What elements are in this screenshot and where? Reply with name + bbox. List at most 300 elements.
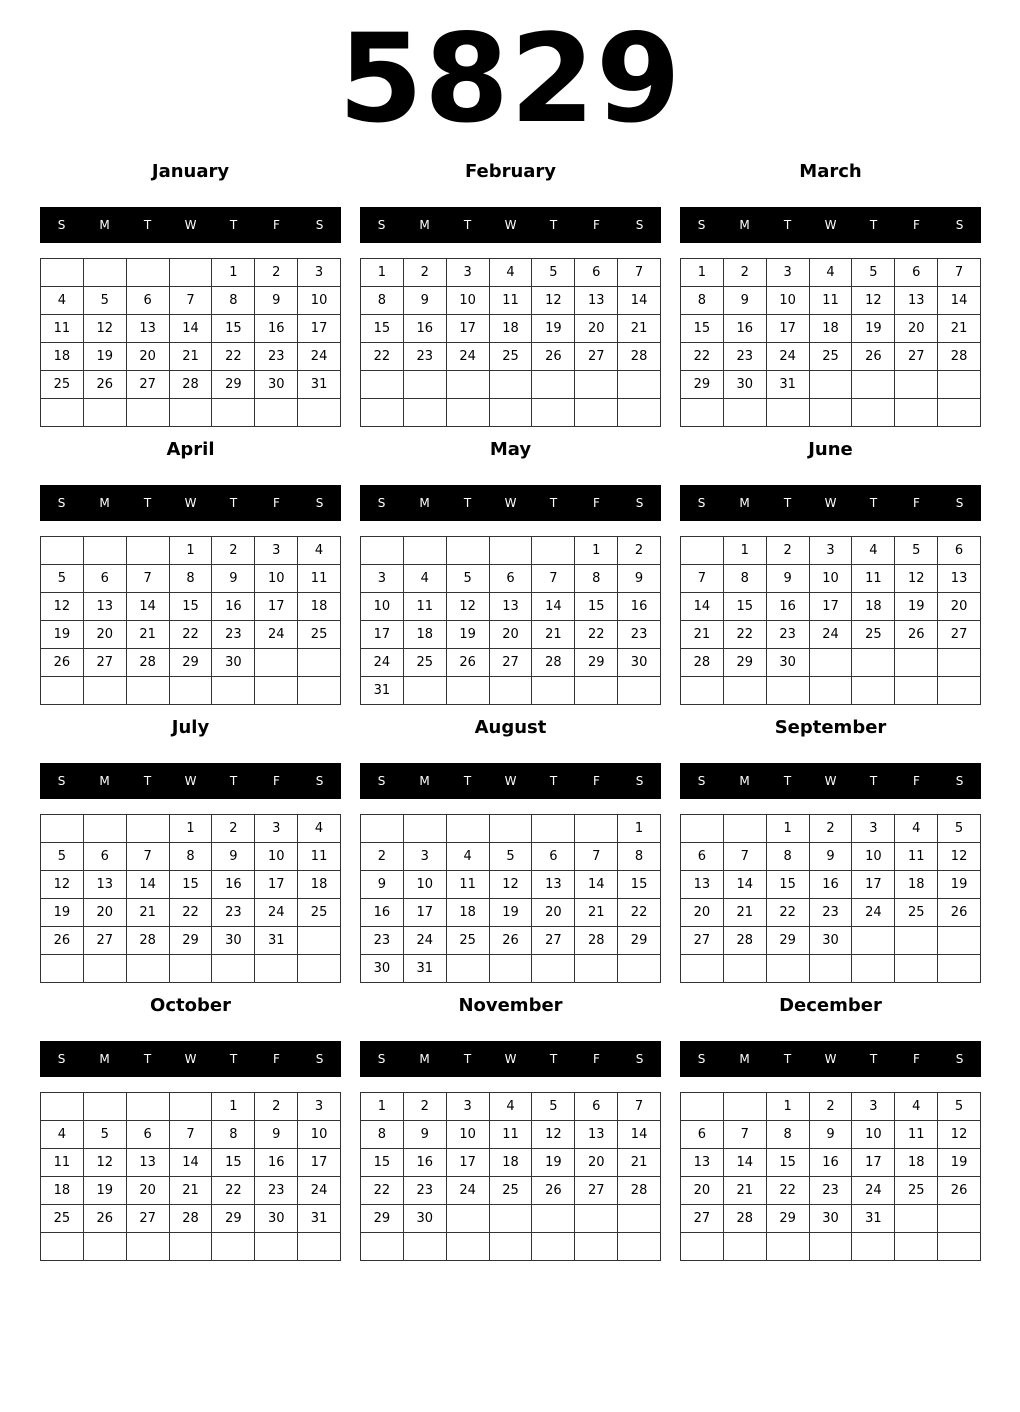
month-name: August bbox=[474, 717, 547, 738]
weekday-label: T bbox=[229, 496, 238, 510]
weekday-label: M bbox=[99, 496, 110, 510]
day-cell: 31 bbox=[361, 677, 404, 705]
day-cell: 18 bbox=[490, 315, 533, 343]
weekday-label: S bbox=[57, 774, 66, 788]
empty-day-cell bbox=[255, 677, 298, 705]
day-cell: 25 bbox=[41, 1205, 84, 1233]
day-cell: 20 bbox=[127, 343, 170, 371]
weekday-label: F bbox=[913, 496, 920, 510]
empty-day-cell bbox=[938, 371, 981, 399]
weekday-label: T bbox=[229, 1052, 238, 1066]
empty-day-cell bbox=[618, 955, 661, 983]
day-cell: 14 bbox=[532, 593, 575, 621]
empty-day-cell bbox=[170, 1093, 213, 1121]
weekday-label: S bbox=[315, 218, 324, 232]
weekday-label: M bbox=[419, 218, 430, 232]
day-cell: 28 bbox=[127, 927, 170, 955]
day-cell: 8 bbox=[361, 1121, 404, 1149]
day-cell: 1 bbox=[575, 537, 618, 565]
day-cell: 19 bbox=[852, 315, 895, 343]
empty-day-cell bbox=[575, 1233, 618, 1261]
day-cell: 31 bbox=[852, 1205, 895, 1233]
weekday-header bbox=[360, 1041, 661, 1077]
day-cell: 12 bbox=[490, 871, 533, 899]
empty-day-cell bbox=[127, 537, 170, 565]
day-cell: 21 bbox=[938, 315, 981, 343]
empty-day-cell bbox=[447, 1205, 490, 1233]
day-cell: 7 bbox=[618, 1093, 661, 1121]
day-cell: 24 bbox=[447, 1177, 490, 1205]
weekday-label: F bbox=[273, 496, 280, 510]
day-cell: 15 bbox=[361, 1149, 404, 1177]
day-cell: 2 bbox=[767, 537, 810, 565]
day-cell: 16 bbox=[212, 593, 255, 621]
weekday-label: W bbox=[824, 774, 837, 788]
day-cell: 4 bbox=[490, 1093, 533, 1121]
day-cell: 4 bbox=[490, 259, 533, 287]
day-cell: 3 bbox=[404, 843, 447, 871]
weekday-label: F bbox=[913, 218, 920, 232]
empty-day-cell bbox=[447, 1233, 490, 1261]
day-cell: 15 bbox=[170, 871, 213, 899]
empty-day-cell bbox=[575, 371, 618, 399]
day-cell: 21 bbox=[618, 315, 661, 343]
weekday-label: T bbox=[549, 496, 558, 510]
day-cell: 16 bbox=[255, 315, 298, 343]
empty-day-cell bbox=[447, 677, 490, 705]
weekday-label: T bbox=[229, 774, 238, 788]
day-cell: 17 bbox=[255, 593, 298, 621]
day-cell: 20 bbox=[681, 1177, 724, 1205]
day-cell: 4 bbox=[298, 815, 341, 843]
empty-day-cell bbox=[852, 677, 895, 705]
empty-day-cell bbox=[255, 1233, 298, 1261]
month-name: October bbox=[150, 995, 231, 1016]
weekday-label: T bbox=[143, 1052, 152, 1066]
empty-day-cell bbox=[681, 1233, 724, 1261]
day-cell: 23 bbox=[255, 1177, 298, 1205]
day-cell: 18 bbox=[490, 1149, 533, 1177]
day-cell: 11 bbox=[41, 1149, 84, 1177]
day-cell: 10 bbox=[255, 843, 298, 871]
day-cell: 23 bbox=[212, 899, 255, 927]
weekday-header bbox=[360, 763, 661, 799]
day-grid bbox=[360, 814, 661, 983]
weekday-label: W bbox=[824, 1052, 837, 1066]
day-grid bbox=[40, 258, 341, 427]
empty-day-cell bbox=[84, 399, 127, 427]
weekday-label: S bbox=[57, 496, 66, 510]
day-cell: 14 bbox=[127, 593, 170, 621]
day-cell: 29 bbox=[724, 649, 767, 677]
empty-day-cell bbox=[618, 1233, 661, 1261]
day-cell: 12 bbox=[84, 315, 127, 343]
day-cell: 22 bbox=[618, 899, 661, 927]
weekday-label: T bbox=[143, 496, 152, 510]
day-cell: 3 bbox=[255, 537, 298, 565]
day-cell: 18 bbox=[41, 343, 84, 371]
day-cell: 15 bbox=[767, 1149, 810, 1177]
empty-day-cell bbox=[895, 371, 938, 399]
day-grid bbox=[680, 814, 981, 983]
empty-day-cell bbox=[255, 955, 298, 983]
weekday-label: S bbox=[377, 496, 386, 510]
empty-day-cell bbox=[618, 677, 661, 705]
weekday-header bbox=[680, 485, 981, 521]
empty-day-cell bbox=[938, 927, 981, 955]
weekday-label: S bbox=[955, 1052, 964, 1066]
day-cell: 15 bbox=[618, 871, 661, 899]
day-cell: 9 bbox=[724, 287, 767, 315]
day-cell: 8 bbox=[767, 843, 810, 871]
day-cell: 9 bbox=[618, 565, 661, 593]
day-cell: 30 bbox=[618, 649, 661, 677]
day-cell: 26 bbox=[532, 1177, 575, 1205]
day-cell: 16 bbox=[404, 315, 447, 343]
day-cell: 4 bbox=[810, 259, 853, 287]
day-cell: 12 bbox=[938, 1121, 981, 1149]
day-cell: 8 bbox=[767, 1121, 810, 1149]
day-cell: 1 bbox=[681, 259, 724, 287]
empty-day-cell bbox=[447, 955, 490, 983]
day-cell: 3 bbox=[447, 1093, 490, 1121]
empty-day-cell bbox=[170, 259, 213, 287]
day-cell: 5 bbox=[938, 1093, 981, 1121]
empty-day-cell bbox=[490, 1205, 533, 1233]
day-cell: 23 bbox=[255, 343, 298, 371]
empty-day-cell bbox=[724, 955, 767, 983]
day-cell: 27 bbox=[532, 927, 575, 955]
weekday-label: W bbox=[504, 218, 517, 232]
weekday-label: S bbox=[697, 218, 706, 232]
month-name: September bbox=[774, 717, 887, 738]
day-cell: 27 bbox=[84, 649, 127, 677]
day-cell: 11 bbox=[41, 315, 84, 343]
empty-day-cell bbox=[724, 815, 767, 843]
day-cell: 6 bbox=[575, 259, 618, 287]
day-cell: 23 bbox=[212, 621, 255, 649]
day-cell: 28 bbox=[170, 371, 213, 399]
day-cell: 20 bbox=[575, 1149, 618, 1177]
day-cell: 5 bbox=[938, 815, 981, 843]
day-cell: 18 bbox=[852, 593, 895, 621]
day-cell: 12 bbox=[895, 565, 938, 593]
weekday-label: W bbox=[824, 218, 837, 232]
day-cell: 2 bbox=[618, 537, 661, 565]
day-cell: 26 bbox=[532, 343, 575, 371]
empty-day-cell bbox=[852, 399, 895, 427]
day-cell: 8 bbox=[681, 287, 724, 315]
weekday-header bbox=[680, 1041, 981, 1077]
weekday-label: T bbox=[549, 774, 558, 788]
day-cell: 13 bbox=[575, 287, 618, 315]
day-cell: 19 bbox=[41, 621, 84, 649]
day-cell: 30 bbox=[810, 927, 853, 955]
empty-day-cell bbox=[212, 399, 255, 427]
empty-day-cell bbox=[532, 1205, 575, 1233]
weekday-label: T bbox=[869, 1052, 878, 1066]
day-cell: 14 bbox=[681, 593, 724, 621]
empty-day-cell bbox=[212, 677, 255, 705]
empty-day-cell bbox=[84, 537, 127, 565]
day-cell: 21 bbox=[618, 1149, 661, 1177]
day-cell: 18 bbox=[404, 621, 447, 649]
month-name: June bbox=[808, 439, 853, 460]
empty-day-cell bbox=[810, 955, 853, 983]
day-cell: 11 bbox=[298, 843, 341, 871]
weekday-label: M bbox=[419, 774, 430, 788]
day-cell: 1 bbox=[361, 259, 404, 287]
day-cell: 11 bbox=[895, 1121, 938, 1149]
day-cell: 7 bbox=[724, 843, 767, 871]
day-cell: 17 bbox=[298, 315, 341, 343]
empty-day-cell bbox=[895, 1233, 938, 1261]
day-cell: 28 bbox=[618, 1177, 661, 1205]
day-cell: 4 bbox=[41, 287, 84, 315]
weekday-label: S bbox=[57, 218, 66, 232]
day-cell: 16 bbox=[404, 1149, 447, 1177]
day-cell: 8 bbox=[170, 565, 213, 593]
day-cell: 26 bbox=[41, 649, 84, 677]
day-cell: 19 bbox=[532, 315, 575, 343]
day-cell: 4 bbox=[852, 537, 895, 565]
empty-day-cell bbox=[575, 399, 618, 427]
day-cell: 9 bbox=[361, 871, 404, 899]
day-grid bbox=[680, 536, 981, 705]
day-cell: 13 bbox=[84, 593, 127, 621]
empty-day-cell bbox=[575, 677, 618, 705]
empty-day-cell bbox=[490, 955, 533, 983]
day-cell: 8 bbox=[212, 1121, 255, 1149]
day-cell: 7 bbox=[127, 565, 170, 593]
weekday-label: T bbox=[869, 774, 878, 788]
day-cell: 6 bbox=[575, 1093, 618, 1121]
day-cell: 17 bbox=[404, 899, 447, 927]
weekday-label: F bbox=[273, 218, 280, 232]
day-cell: 26 bbox=[84, 371, 127, 399]
day-cell: 22 bbox=[681, 343, 724, 371]
day-grid bbox=[40, 536, 341, 705]
weekday-label: S bbox=[57, 1052, 66, 1066]
month-name: January bbox=[151, 161, 230, 182]
day-cell: 30 bbox=[255, 371, 298, 399]
empty-day-cell bbox=[84, 677, 127, 705]
day-cell: 8 bbox=[724, 565, 767, 593]
day-cell: 24 bbox=[298, 343, 341, 371]
day-cell: 18 bbox=[895, 871, 938, 899]
empty-day-cell bbox=[681, 537, 724, 565]
day-cell: 22 bbox=[767, 899, 810, 927]
day-cell: 7 bbox=[127, 843, 170, 871]
day-cell: 19 bbox=[41, 899, 84, 927]
day-cell: 17 bbox=[852, 871, 895, 899]
day-cell: 20 bbox=[938, 593, 981, 621]
weekday-label: W bbox=[824, 496, 837, 510]
day-cell: 6 bbox=[84, 565, 127, 593]
day-cell: 21 bbox=[724, 899, 767, 927]
weekday-label: S bbox=[315, 774, 324, 788]
weekday-label: T bbox=[783, 496, 792, 510]
day-cell: 6 bbox=[127, 1121, 170, 1149]
day-cell: 8 bbox=[361, 287, 404, 315]
day-cell: 29 bbox=[361, 1205, 404, 1233]
day-cell: 28 bbox=[938, 343, 981, 371]
day-cell: 14 bbox=[724, 1149, 767, 1177]
day-cell: 9 bbox=[810, 843, 853, 871]
weekday-label: T bbox=[143, 774, 152, 788]
month-name: March bbox=[799, 161, 862, 182]
empty-day-cell bbox=[490, 399, 533, 427]
day-cell: 31 bbox=[298, 1205, 341, 1233]
day-cell: 19 bbox=[447, 621, 490, 649]
day-cell: 13 bbox=[681, 1149, 724, 1177]
month-name: November bbox=[458, 995, 563, 1016]
day-cell: 29 bbox=[767, 927, 810, 955]
empty-day-cell bbox=[404, 537, 447, 565]
empty-day-cell bbox=[41, 537, 84, 565]
day-cell: 5 bbox=[895, 537, 938, 565]
day-cell: 26 bbox=[41, 927, 84, 955]
empty-day-cell bbox=[724, 677, 767, 705]
weekday-label: S bbox=[635, 218, 644, 232]
day-cell: 24 bbox=[298, 1177, 341, 1205]
weekday-label: S bbox=[697, 1052, 706, 1066]
day-cell: 15 bbox=[724, 593, 767, 621]
day-cell: 13 bbox=[938, 565, 981, 593]
empty-day-cell bbox=[255, 399, 298, 427]
day-cell: 21 bbox=[681, 621, 724, 649]
day-cell: 26 bbox=[852, 343, 895, 371]
day-cell: 24 bbox=[852, 1177, 895, 1205]
empty-day-cell bbox=[127, 259, 170, 287]
empty-day-cell bbox=[447, 537, 490, 565]
day-cell: 22 bbox=[212, 1177, 255, 1205]
day-cell: 5 bbox=[41, 843, 84, 871]
day-cell: 6 bbox=[895, 259, 938, 287]
day-cell: 30 bbox=[404, 1205, 447, 1233]
day-cell: 17 bbox=[255, 871, 298, 899]
day-cell: 18 bbox=[810, 315, 853, 343]
day-cell: 22 bbox=[361, 343, 404, 371]
day-cell: 5 bbox=[490, 843, 533, 871]
day-cell: 13 bbox=[127, 1149, 170, 1177]
empty-day-cell bbox=[532, 955, 575, 983]
day-cell: 30 bbox=[810, 1205, 853, 1233]
empty-day-cell bbox=[41, 815, 84, 843]
day-cell: 24 bbox=[767, 343, 810, 371]
month-name: April bbox=[166, 439, 215, 460]
day-cell: 2 bbox=[361, 843, 404, 871]
month-name: December bbox=[779, 995, 882, 1016]
day-cell: 23 bbox=[618, 621, 661, 649]
day-cell: 19 bbox=[532, 1149, 575, 1177]
empty-day-cell bbox=[532, 815, 575, 843]
weekday-label: W bbox=[184, 218, 197, 232]
day-cell: 12 bbox=[41, 871, 84, 899]
empty-day-cell bbox=[575, 1205, 618, 1233]
empty-day-cell bbox=[490, 815, 533, 843]
empty-day-cell bbox=[84, 1233, 127, 1261]
day-cell: 18 bbox=[41, 1177, 84, 1205]
weekday-label: M bbox=[739, 1052, 750, 1066]
empty-day-cell bbox=[724, 399, 767, 427]
weekday-label: T bbox=[869, 218, 878, 232]
day-cell: 16 bbox=[767, 593, 810, 621]
weekday-label: F bbox=[593, 774, 600, 788]
empty-day-cell bbox=[852, 1233, 895, 1261]
empty-day-cell bbox=[618, 1205, 661, 1233]
empty-day-cell bbox=[41, 1233, 84, 1261]
weekday-label: T bbox=[549, 1052, 558, 1066]
day-cell: 29 bbox=[575, 649, 618, 677]
day-cell: 14 bbox=[575, 871, 618, 899]
empty-day-cell bbox=[852, 371, 895, 399]
day-cell: 21 bbox=[724, 1177, 767, 1205]
weekday-label: M bbox=[99, 774, 110, 788]
day-cell: 31 bbox=[298, 371, 341, 399]
weekday-label: S bbox=[635, 1052, 644, 1066]
day-cell: 24 bbox=[255, 899, 298, 927]
empty-day-cell bbox=[170, 1233, 213, 1261]
day-cell: 1 bbox=[212, 259, 255, 287]
day-cell: 9 bbox=[404, 1121, 447, 1149]
weekday-label: W bbox=[184, 1052, 197, 1066]
day-cell: 29 bbox=[618, 927, 661, 955]
day-cell: 27 bbox=[575, 343, 618, 371]
day-cell: 30 bbox=[212, 649, 255, 677]
day-cell: 28 bbox=[575, 927, 618, 955]
day-cell: 5 bbox=[852, 259, 895, 287]
empty-day-cell bbox=[895, 677, 938, 705]
day-cell: 3 bbox=[447, 259, 490, 287]
empty-day-cell bbox=[938, 955, 981, 983]
day-cell: 7 bbox=[618, 259, 661, 287]
weekday-label: T bbox=[463, 1052, 472, 1066]
day-cell: 2 bbox=[255, 259, 298, 287]
empty-day-cell bbox=[810, 677, 853, 705]
empty-day-cell bbox=[724, 1233, 767, 1261]
day-cell: 19 bbox=[895, 593, 938, 621]
empty-day-cell bbox=[681, 677, 724, 705]
day-cell: 27 bbox=[84, 927, 127, 955]
day-cell: 31 bbox=[255, 927, 298, 955]
day-cell: 18 bbox=[298, 593, 341, 621]
weekday-label: T bbox=[463, 774, 472, 788]
day-cell: 19 bbox=[938, 871, 981, 899]
day-cell: 4 bbox=[895, 1093, 938, 1121]
day-cell: 16 bbox=[724, 315, 767, 343]
day-cell: 15 bbox=[170, 593, 213, 621]
day-cell: 27 bbox=[575, 1177, 618, 1205]
day-cell: 25 bbox=[810, 343, 853, 371]
day-cell: 6 bbox=[127, 287, 170, 315]
day-cell: 10 bbox=[852, 843, 895, 871]
day-cell: 22 bbox=[575, 621, 618, 649]
day-cell: 17 bbox=[852, 1149, 895, 1177]
day-cell: 13 bbox=[127, 315, 170, 343]
weekday-label: T bbox=[869, 496, 878, 510]
empty-day-cell bbox=[404, 399, 447, 427]
day-cell: 11 bbox=[490, 1121, 533, 1149]
day-cell: 10 bbox=[767, 287, 810, 315]
day-cell: 7 bbox=[575, 843, 618, 871]
weekday-label: T bbox=[463, 218, 472, 232]
day-cell: 3 bbox=[767, 259, 810, 287]
weekday-label: T bbox=[783, 218, 792, 232]
day-cell: 8 bbox=[618, 843, 661, 871]
day-cell: 16 bbox=[361, 899, 404, 927]
day-cell: 9 bbox=[810, 1121, 853, 1149]
